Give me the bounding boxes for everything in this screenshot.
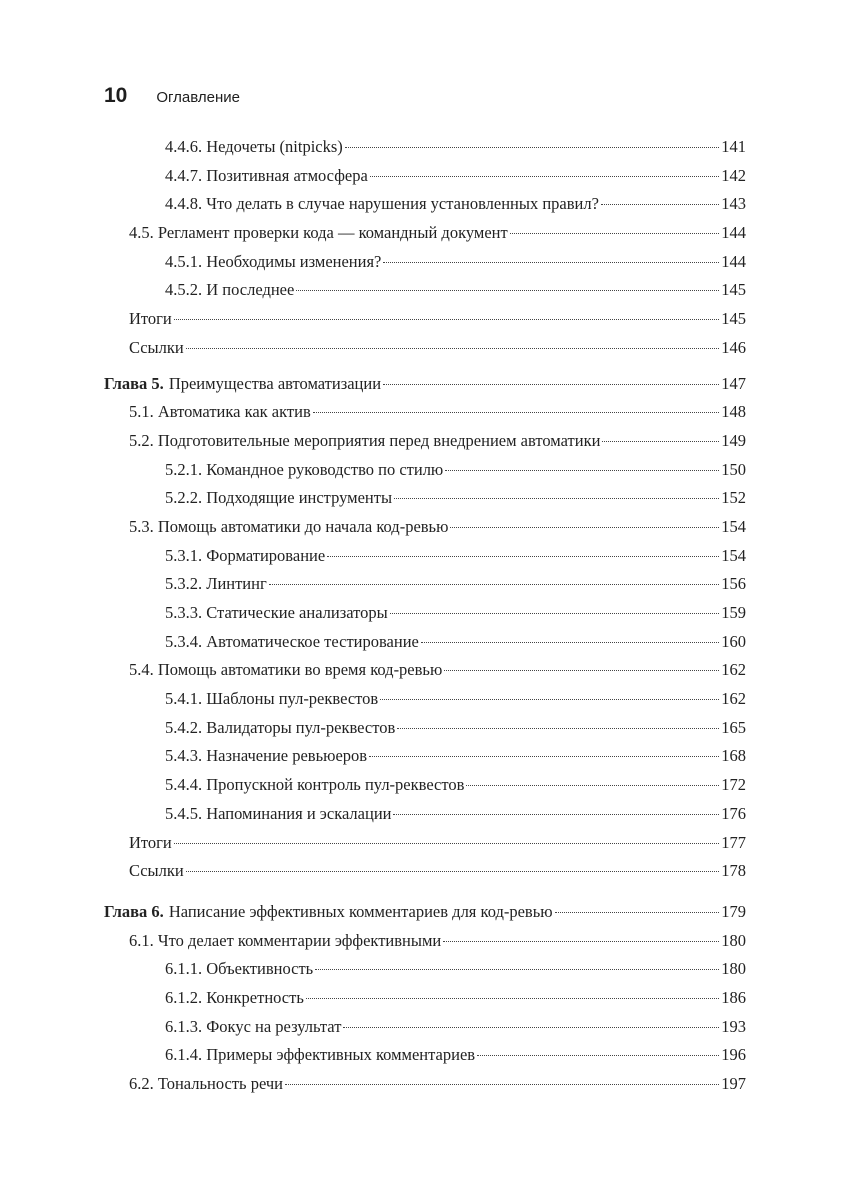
entry-text: Итоги bbox=[129, 309, 172, 329]
toc-subsection-entry bbox=[104, 800, 746, 829]
entry-page-number: 180 bbox=[721, 959, 746, 979]
entry-title bbox=[165, 133, 343, 162]
entry-text: Итоги bbox=[129, 832, 172, 852]
toc-section-entry bbox=[104, 857, 746, 886]
dot-leader bbox=[296, 290, 719, 291]
dot-leader bbox=[313, 412, 719, 413]
toc-subsection-entry bbox=[104, 484, 746, 513]
page-header bbox=[104, 84, 240, 114]
entry-page-number: 152 bbox=[721, 488, 746, 508]
toc-subsection-entry bbox=[104, 570, 746, 599]
entry-text: 5.2.1. Командное руководство по стилю bbox=[165, 459, 444, 479]
entry-text: 5.4.3. Назначение ревьюеров bbox=[165, 746, 368, 766]
dot-leader bbox=[394, 498, 719, 499]
entry-title bbox=[165, 1013, 341, 1042]
entry-title bbox=[165, 542, 325, 571]
toc-section-entry bbox=[104, 656, 746, 685]
dot-leader bbox=[510, 233, 720, 234]
entry-page-number: 162 bbox=[721, 660, 746, 680]
entry-text: 5.1. Автоматика как актив bbox=[129, 402, 311, 422]
entry-page-number: 172 bbox=[721, 775, 746, 795]
entry-title bbox=[165, 484, 392, 513]
entry-title bbox=[165, 628, 419, 657]
entry-page-number: 145 bbox=[721, 280, 746, 300]
dot-leader bbox=[445, 470, 719, 471]
entry-text: 4.4.7. Позитивная атмосфера bbox=[165, 165, 368, 185]
entry-page-number: 179 bbox=[721, 901, 746, 921]
entry-title bbox=[165, 162, 368, 191]
dot-leader bbox=[315, 969, 719, 970]
entry-page-number: 144 bbox=[721, 251, 746, 271]
entry-title bbox=[165, 190, 599, 219]
toc-chapter-entry bbox=[104, 898, 746, 927]
dot-leader bbox=[186, 348, 720, 349]
entry-page-number: 162 bbox=[721, 689, 746, 709]
entry-page-number: 196 bbox=[721, 1045, 746, 1065]
entry-title bbox=[129, 398, 311, 427]
dot-leader bbox=[306, 998, 719, 999]
dot-leader bbox=[186, 871, 720, 872]
toc-subsection-entry bbox=[104, 248, 746, 277]
dot-leader bbox=[602, 441, 719, 442]
entry-page-number: 150 bbox=[721, 459, 746, 479]
toc-subsection-entry bbox=[104, 276, 746, 305]
toc-subsection-entry bbox=[104, 599, 746, 628]
entry-title bbox=[129, 305, 172, 334]
toc-section-entry bbox=[104, 219, 746, 248]
entry-text: 5.3.4. Автоматическое тестирование bbox=[165, 631, 419, 651]
entry-title bbox=[129, 927, 441, 956]
entry-page-number: 147 bbox=[721, 373, 746, 393]
entry-text: Написание эффективных комментариев для код-ревью bbox=[168, 901, 553, 921]
entry-title bbox=[129, 1070, 283, 1099]
entry-page-number: 176 bbox=[721, 803, 746, 823]
toc-section-entry bbox=[104, 1070, 746, 1099]
dot-leader bbox=[343, 1027, 719, 1028]
entry-page-number: 168 bbox=[721, 746, 746, 766]
entry-text: Ссылки bbox=[129, 337, 184, 357]
entry-title bbox=[129, 857, 184, 886]
entry-text: 5.2.2. Подходящие инструменты bbox=[165, 488, 393, 508]
entry-title bbox=[165, 276, 294, 305]
entry-title bbox=[104, 370, 381, 399]
dot-leader bbox=[345, 147, 719, 148]
entry-page-number: 178 bbox=[721, 861, 746, 881]
entry-text: 5.4.1. Шаблоны пул-реквестов bbox=[165, 689, 379, 709]
entry-text: 6.1.3. Фокус на результат bbox=[165, 1016, 342, 1036]
entry-title bbox=[165, 800, 391, 829]
dot-leader bbox=[383, 384, 719, 385]
entry-text: 5.4.5. Напоминания и эскалации bbox=[165, 803, 392, 823]
entry-title bbox=[104, 898, 553, 927]
entry-text: 5.3.2. Линтинг bbox=[165, 574, 267, 594]
entry-title bbox=[129, 513, 448, 542]
toc-section-entry bbox=[104, 829, 746, 858]
entry-page-number: 154 bbox=[721, 545, 746, 565]
dot-leader bbox=[450, 527, 719, 528]
entry-page-number: 144 bbox=[721, 223, 746, 243]
dot-leader bbox=[477, 1055, 719, 1056]
entry-text: Ссылки bbox=[129, 861, 184, 881]
entry-title bbox=[165, 742, 367, 771]
dot-leader bbox=[393, 814, 719, 815]
entry-text: 5.3. Помощь автоматики до начала код-ревью bbox=[129, 516, 449, 536]
chapter-label: Глава 6. bbox=[104, 901, 164, 921]
entry-page-number: 160 bbox=[721, 631, 746, 651]
entry-title bbox=[165, 714, 395, 743]
dot-leader bbox=[421, 642, 719, 643]
toc-subsection-entry bbox=[104, 955, 746, 984]
entry-text: 4.5. Регламент проверки кода — командный документ bbox=[129, 223, 508, 243]
entry-title bbox=[165, 685, 378, 714]
entry-title bbox=[165, 955, 313, 984]
entry-title bbox=[165, 456, 443, 485]
toc-subsection-entry bbox=[104, 984, 746, 1013]
entry-text: 5.3.1. Форматирование bbox=[165, 545, 326, 565]
toc-subsection-entry bbox=[104, 771, 746, 800]
entry-page-number: 149 bbox=[721, 430, 746, 450]
dot-leader bbox=[269, 584, 720, 585]
dot-leader bbox=[443, 941, 719, 942]
entry-page-number: 180 bbox=[721, 930, 746, 950]
entry-page-number: 146 bbox=[721, 337, 746, 357]
toc-subsection-entry bbox=[104, 542, 746, 571]
entry-text: 5.4.4. Пропускной контроль пул-реквестов bbox=[165, 775, 465, 795]
toc-chapter-entry bbox=[104, 370, 746, 399]
toc-subsection-entry bbox=[104, 742, 746, 771]
toc-subsection-entry bbox=[104, 162, 746, 191]
toc-section-entry bbox=[104, 334, 746, 363]
toc-section-entry bbox=[104, 305, 746, 334]
entry-title bbox=[129, 427, 600, 456]
entry-page-number: 154 bbox=[721, 516, 746, 536]
entry-text: 6.1.1. Объективность bbox=[165, 959, 314, 979]
toc-section-entry bbox=[104, 427, 746, 456]
chapter-label: Глава 5. bbox=[104, 373, 164, 393]
entry-text: 6.1.2. Конкретность bbox=[165, 987, 304, 1007]
entry-text: 5.4. Помощь автоматики во время код-ревью bbox=[129, 660, 443, 680]
entry-title bbox=[129, 656, 442, 685]
dot-leader bbox=[285, 1084, 719, 1085]
dot-leader bbox=[397, 728, 719, 729]
dot-leader bbox=[369, 756, 719, 757]
entry-title bbox=[129, 334, 184, 363]
page-number: 10 bbox=[104, 84, 128, 107]
entry-text: 5.2. Подготовительные мероприятия перед внедрением автоматики bbox=[129, 430, 601, 450]
entry-title bbox=[165, 984, 304, 1013]
entry-page-number: 159 bbox=[721, 603, 746, 622]
entry-page-number: 141 bbox=[721, 137, 746, 156]
entry-page-number: 143 bbox=[721, 194, 746, 214]
table-of-contents bbox=[104, 133, 746, 1099]
running-title: Оглавление bbox=[156, 89, 240, 106]
dot-leader bbox=[380, 699, 719, 700]
toc-section-entry bbox=[104, 927, 746, 956]
toc-subsection-entry bbox=[104, 628, 746, 657]
toc-subsection-entry bbox=[104, 1013, 746, 1042]
entry-text: 6.1.4. Примеры эффективных комментариев bbox=[165, 1045, 476, 1065]
dot-leader bbox=[383, 262, 719, 263]
entry-text: 4.5.1. Необходимы изменения? bbox=[165, 251, 382, 271]
entry-page-number: 165 bbox=[721, 717, 746, 737]
entry-page-number: 193 bbox=[721, 1016, 746, 1036]
entry-page-number: 186 bbox=[721, 987, 746, 1007]
toc-subsection-entry bbox=[104, 456, 746, 485]
entry-title bbox=[129, 829, 172, 858]
dot-leader bbox=[174, 319, 719, 320]
dot-leader bbox=[444, 670, 719, 671]
entry-title bbox=[129, 219, 508, 248]
entry-title bbox=[165, 248, 381, 277]
entry-text: 5.4.2. Валидаторы пул-реквестов bbox=[165, 717, 396, 737]
dot-leader bbox=[555, 912, 720, 913]
entry-page-number: 142 bbox=[721, 165, 746, 185]
toc-section-entry bbox=[104, 513, 746, 542]
entry-title bbox=[165, 570, 267, 599]
entry-page-number: 145 bbox=[721, 309, 746, 329]
entry-page-number: 148 bbox=[721, 402, 746, 422]
dot-leader bbox=[327, 556, 719, 557]
entry-page-number: 177 bbox=[721, 832, 746, 852]
entry-text: 4.4.8. Что делать в случае нарушения установленных правил? bbox=[165, 194, 599, 214]
entry-text: 5.3.3. Статические анализаторы bbox=[165, 603, 388, 622]
entry-title bbox=[165, 771, 464, 800]
entry-page-number: 197 bbox=[721, 1074, 746, 1093]
toc-subsection-entry bbox=[104, 685, 746, 714]
entry-text: 6.2. Тональность речи bbox=[129, 1074, 283, 1093]
entry-title bbox=[165, 599, 388, 628]
toc-subsection-entry bbox=[104, 133, 746, 162]
entry-text: Преимущества автоматизации bbox=[168, 373, 382, 393]
dot-leader bbox=[390, 613, 720, 614]
entry-text: 4.4.6. Недочеты (nitpicks) bbox=[165, 137, 343, 156]
dot-leader bbox=[601, 204, 719, 205]
dot-leader bbox=[466, 785, 719, 786]
toc-subsection-entry bbox=[104, 190, 746, 219]
toc-subsection-entry bbox=[104, 714, 746, 743]
entry-page-number: 156 bbox=[721, 574, 746, 594]
entry-title bbox=[165, 1041, 475, 1070]
toc-subsection-entry bbox=[104, 1041, 746, 1070]
entry-text: 6.1. Что делает комментарии эффективными bbox=[129, 930, 442, 950]
dot-leader bbox=[174, 843, 719, 844]
dot-leader bbox=[370, 176, 719, 177]
entry-text: 4.5.2. И последнее bbox=[165, 280, 295, 300]
toc-section-entry bbox=[104, 398, 746, 427]
